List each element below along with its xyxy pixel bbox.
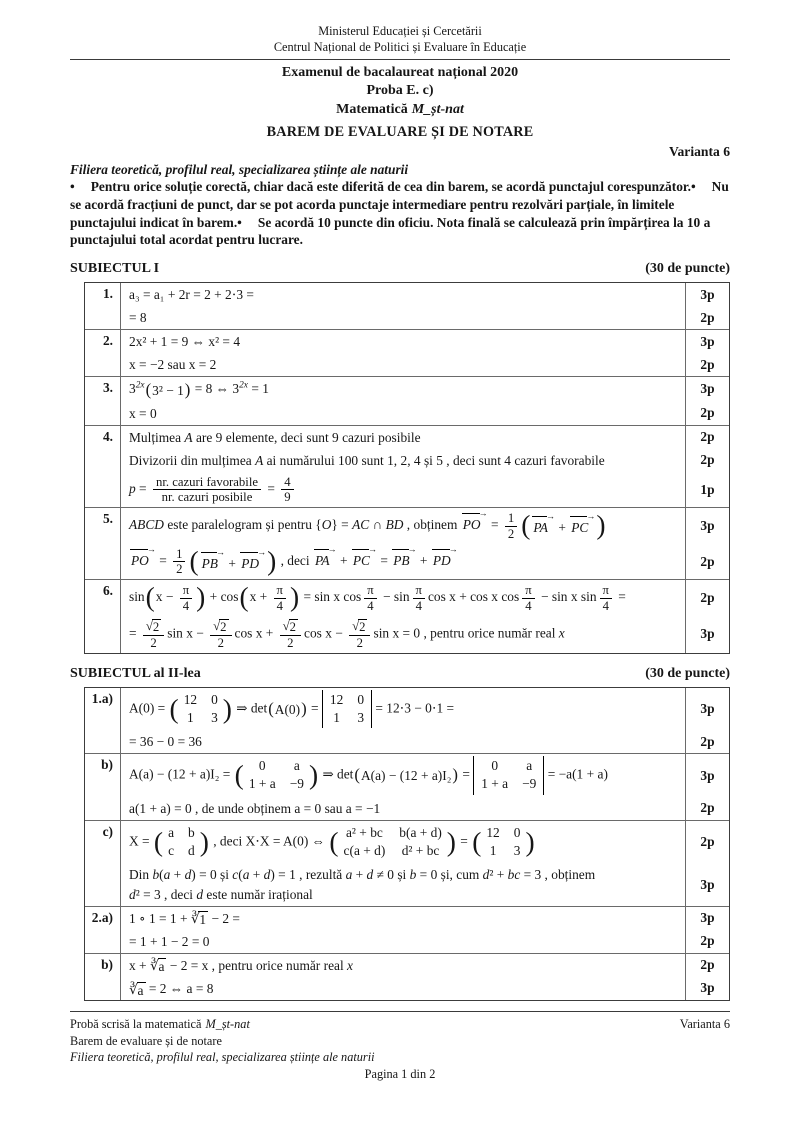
footer-rule (70, 1011, 730, 1012)
content-line: x + ∛ a − 2 = x , pentru orice număr real x (129, 957, 353, 975)
content-line: a(1 + a) = 0 , de unde obținem a = 0 sau a = −1 (129, 800, 381, 816)
table-row (85, 820, 729, 906)
points-cell: 3p (685, 863, 729, 905)
content-line: d² = 3 , deci d este număr irațional (129, 886, 313, 902)
barem-title: BAREM DE EVALUARE ȘI DE NOTARE (266, 124, 534, 141)
fraction: √ 2 2 (143, 619, 164, 650)
row-cell (121, 797, 729, 820)
fraction: √ 2 2 (280, 619, 301, 650)
row-cell (121, 580, 729, 616)
table-row (85, 425, 729, 508)
content-line: 2x² + 1 = 9 ⇔ x² = 4 (129, 334, 241, 350)
content-line: A(a) − (12 + a)I₂ = ( 0 a 1 + a −9 ) ⇒ det ( A(a) − (12 + a)I₂ ) = 0 a 1 + a −9 = −a(1 + a) (129, 756, 677, 795)
row-cell (121, 688, 729, 731)
content-line: PO → = $\frac{1}{2}$ ( PB → + PD → ) , deci PA → + PC → = PB → + PD → (129, 546, 677, 578)
row-number: 3. (85, 377, 121, 424)
row-content (121, 688, 685, 731)
footer-proba-prefix: Probă scrisă la matematică (70, 1016, 202, 1031)
row-cell (121, 472, 729, 508)
row-content (121, 377, 685, 401)
points-cell: 3p (685, 977, 729, 1000)
row-content (121, 821, 685, 864)
determinant: 0 a 1 + a −9 (473, 756, 544, 795)
points-cell: 2p (685, 930, 729, 953)
row-number: 5. (85, 508, 121, 579)
section-2-title: SUBIECTUL al II-lea (70, 665, 201, 681)
vector: PC → (352, 548, 374, 570)
matrix: ( 12 0 1 3 ) (169, 691, 232, 725)
points-cell: 2p (685, 821, 729, 864)
radical: √ 2 (282, 619, 296, 635)
proba-line: Proba E. c) (366, 83, 434, 99)
content-line: 1 ∘ 1 = 1 + ∛ 1 − 2 = (129, 910, 240, 928)
radical: √ 2 (145, 619, 160, 635)
section-2-heading (70, 666, 730, 682)
radical: √ 2 (352, 619, 366, 635)
content-line: X = ( a b c d ) , deci X⋅X = A(0) ⇔ ( a² + bc b(a + d) c(a + d) d² + bc ) = ( 12 0 1 3 ) (129, 823, 677, 862)
row-content (121, 426, 685, 449)
points-cell: 3p (685, 616, 729, 653)
points-cell: 2p (685, 544, 729, 580)
radical: ∛ a (129, 981, 144, 998)
vector: PB → (201, 551, 222, 573)
section-1-title: SUBIECTUL I (70, 261, 160, 277)
content-line: ∛ a = 2 ⇔ a = 8 (129, 980, 214, 998)
content-line: sin ( x − $\frac{\pi}{4}$ ) + cos ( x + $\frac{\pi}{4}$ ) = sin x cos $\frac{\pi}{4}$ − sin $\frac{\pi}{4}$ cos x + cos x cos $\frac{\pi}{4}$ − sin x sin $\frac{\pi}{4}$ = (129, 582, 626, 613)
radical: √ 2 (213, 619, 227, 635)
matrix: ( 12 0 1 3 ) (472, 824, 535, 858)
bullet-item: • Nu se acordă fracțiuni de punct, dar se pot acorda punctaje intermediare pentru rezolvări parțiale, în limitele punctajului indicat în barem. (70, 179, 729, 230)
table-row (85, 953, 729, 1000)
matrix: ( 0 a 1 + a −9 ) (234, 758, 319, 792)
fraction: $\frac{\pi}{4}$ (600, 583, 612, 613)
row-cell (121, 306, 729, 329)
exam-title: Examenul de bacalaureat național 2020 (281, 64, 519, 80)
content-line: = 36 − 0 = 36 (129, 734, 202, 750)
row-content (121, 508, 685, 544)
content-line: a₃ = a₁ + 2r = 2 + 2⋅3 = (129, 287, 254, 303)
row-cell (121, 821, 729, 864)
footer-filiera: Filiera teoretică, profilul real, specializarea științe ale naturii (70, 1050, 375, 1065)
points-cell: 2p (685, 730, 729, 753)
row-cell (121, 402, 729, 425)
rubric-table-2 (84, 687, 730, 1001)
row-number: 6. (85, 580, 121, 653)
table-row (85, 579, 729, 653)
fraction: $\frac{\pi}{4}$ (522, 583, 534, 613)
content-line: = √ 2 2 sin x − √ 2 2 cos x + √ 2 2 cos x − √ 2 2 sin x = 0 , pentru orice număr real x (129, 619, 565, 650)
row-number: 1. (85, 283, 121, 329)
row-content (121, 449, 685, 472)
row-number: b) (85, 954, 121, 1000)
points-cell: 3p (685, 907, 729, 930)
fraction: $\frac{\pi}{4}$ (180, 583, 192, 613)
row-cell (121, 449, 729, 472)
row-cell (121, 930, 729, 953)
table-row (85, 906, 729, 953)
points-cell: 2p (685, 797, 729, 820)
row-content (121, 754, 685, 797)
rubric-table-1 (84, 282, 730, 654)
points-cell: 3p (685, 754, 729, 797)
points-cell: 3p (685, 377, 729, 401)
content-line: Divizorii din mulțimea A ai numărului 100 sunt 1, 2, 4 și 5 , deci sunt 4 cazuri favorabile (129, 452, 605, 468)
points-cell: 2p (685, 306, 729, 329)
table-row (85, 507, 729, 579)
table-row (85, 283, 729, 329)
radical: ∛ a (149, 958, 165, 975)
points-cell: 3p (685, 688, 729, 731)
footer-proba (70, 1016, 250, 1033)
row-number: b) (85, 754, 121, 820)
row-content (121, 977, 685, 1000)
content-line: A(0) = ( 12 0 1 3 ) ⇒ det ( A(0) ) = 12 0 1 3 = 12⋅3 − 0⋅1 = (129, 690, 677, 729)
row-content (121, 907, 685, 930)
row-content (121, 472, 685, 508)
ministry-line2: Centrul Național de Politici și Evaluare în Educație (273, 39, 527, 54)
footer-barem: Barem de evaluare și de notare (70, 1033, 222, 1048)
row-content (121, 353, 685, 376)
points-cell: 2p (685, 449, 729, 472)
content-line: $3^{2x}$ ( 3² − 1 ) = 8 ⇔ $3^{2x} = 1$ (129, 379, 269, 399)
row-content (121, 544, 685, 580)
variant-label: Varianta 6 (668, 144, 730, 160)
row-cell (121, 616, 729, 653)
vector: PA → (314, 548, 334, 570)
content-line: x = 0 (129, 405, 157, 421)
row-content (121, 283, 685, 306)
table-row (85, 753, 729, 820)
vector: PA → (532, 515, 552, 537)
ministry-line1: Ministerul Educației și Cercetării (318, 24, 482, 38)
row-content (121, 580, 685, 616)
fraction: $\frac{1}{2}$ (173, 547, 185, 577)
content-line: p = $\frac{\text{nr. cazuri favorabile}}{\text{nr. cazuri posibile}}$ = $\frac{4}{9}$ (129, 474, 677, 506)
subject-line (70, 101, 730, 119)
row-cell (121, 863, 729, 905)
row-content (121, 730, 685, 753)
fraction: $\frac{\pi}{4}$ (364, 583, 376, 613)
intro-bullets (70, 178, 730, 249)
row-cell (121, 426, 729, 449)
content-line: x = −2 sau x = 2 (129, 357, 217, 373)
fraction: √ 2 2 (210, 619, 231, 650)
bullet-item: • Pentru orice soluție corectă, chiar dacă este diferită de cea din barem, se acordă punctajul corespunzător. (70, 179, 691, 195)
fraction: $\frac{\pi}{4}$ (413, 583, 425, 613)
content-line: Din b(a + d) = 0 și c(a + d) = 1 , rezultă a + d ≠ 0 și b = 0 și, cum d² + bc = 3 , obținem (129, 867, 596, 883)
row-content (121, 930, 685, 953)
points-cell: 3p (685, 508, 729, 544)
row-cell (121, 283, 729, 306)
row-cell (121, 754, 729, 797)
table-row (85, 329, 729, 376)
row-cell (121, 977, 729, 1000)
fraction: √ 2 2 (349, 619, 370, 650)
footer (70, 1011, 730, 1082)
table-row (85, 688, 729, 754)
table-row (85, 376, 729, 424)
row-number: c) (85, 821, 121, 906)
points-cell: 3p (685, 283, 729, 306)
points-cell: 3p (685, 330, 729, 353)
row-content (121, 797, 685, 820)
fraction: $\frac{\text{nr. cazuri favorabile}}{\text{nr. cazuri posibile}}$ (153, 475, 261, 505)
row-content (121, 863, 685, 905)
vector: PD → (240, 551, 263, 573)
vector: PB → (392, 548, 413, 570)
row-cell (121, 508, 729, 544)
radical: ∛ 1 (190, 911, 207, 928)
section-1-points: (30 de puncte) (645, 261, 730, 277)
row-number: 1.a) (85, 688, 121, 754)
row-cell (121, 353, 729, 376)
vector: PO → (462, 512, 485, 534)
fraction: $\frac{1}{2}$ (505, 511, 517, 541)
fraction: $\frac{\pi}{4}$ (274, 583, 286, 613)
matrix: ( a b c d ) (153, 824, 209, 858)
content-line: ABCD este paralelogram și pentru {O} = AC ∩ BD , obținem PO → = $\frac{1}{2}$ ( PA → + PC → ) (129, 510, 677, 542)
row-cell (121, 730, 729, 753)
points-cell: 2p (685, 954, 729, 977)
footer-proba-subject: M_șt-nat (205, 1016, 250, 1031)
row-content (121, 954, 685, 977)
row-cell (121, 544, 729, 580)
section-1-heading (70, 261, 730, 277)
row-content (121, 616, 685, 653)
row-content (121, 306, 685, 329)
points-cell: 2p (685, 580, 729, 616)
subject-prefix: Matematică (336, 101, 408, 117)
matrix: ( a² + bc b(a + d) c(a + d) d² + bc ) (329, 824, 456, 858)
content-line: = 1 + 1 − 2 = 0 (129, 933, 210, 949)
row-cell (121, 954, 729, 977)
footer-variant: Varianta 6 (679, 1016, 730, 1031)
row-number: 2. (85, 330, 121, 376)
points-cell: 2p (685, 402, 729, 425)
fraction: $\frac{4}{9}$ (281, 475, 293, 505)
row-cell (121, 330, 729, 353)
points-cell: 2p (685, 426, 729, 449)
subject-name: M_șt-nat (411, 101, 464, 117)
content-line: Mulțimea A are 9 elemente, deci sunt 9 cazuri posibile (129, 429, 421, 445)
header-rule (70, 59, 730, 60)
section-2-points: (30 de puncte) (645, 665, 730, 681)
footer-page-number: Pagina 1 din 2 (364, 1066, 436, 1081)
bullet-item: • Se acordă 10 puncte din oficiu. Nota finală se calculează prin împărțirea la 10 a punctajului total acordat pentru lucrare. (70, 214, 711, 248)
row-content (121, 330, 685, 353)
vector: PC → (570, 515, 592, 537)
row-cell (121, 377, 729, 401)
row-cell (121, 907, 729, 930)
vector: PO → (130, 548, 153, 570)
row-content (121, 402, 685, 425)
row-number: 2.a) (85, 907, 121, 953)
vector: PD → (432, 548, 455, 570)
points-cell: 2p (685, 353, 729, 376)
filiera-line: Filiera teoretică, profilul real, specializarea științe ale naturii (70, 162, 409, 178)
points-cell: 1p (685, 472, 729, 508)
row-number: 4. (85, 426, 121, 508)
content-line: = 8 (129, 310, 147, 326)
determinant: 12 0 1 3 (322, 690, 372, 729)
